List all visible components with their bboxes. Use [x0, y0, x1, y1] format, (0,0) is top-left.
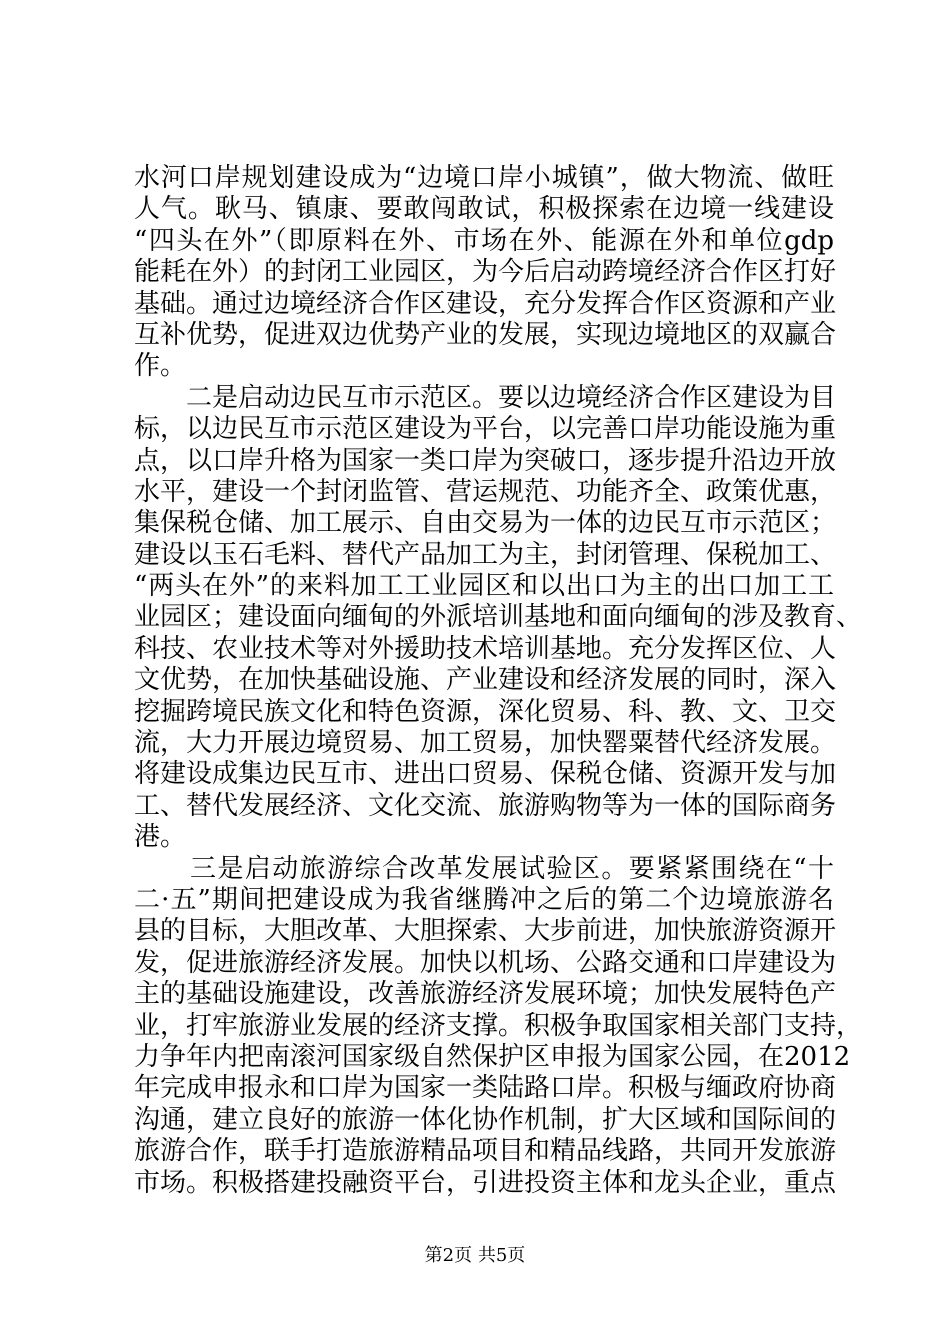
text-line: 发，促进旅游经济发展。加快以机场、公路交通和口岸建设为: [134, 947, 837, 978]
text-line: “两头在外”的来料加工工业园区和以出口为主的出口加工工: [134, 571, 834, 602]
text-line: 水平，建设一个封闭监管、营运规范、功能齐全、政策优惠，: [134, 476, 837, 507]
text-line: 旅游合作，联手打造旅游精品项目和精品线路，共同开发旅游: [134, 1136, 837, 1167]
text-line: 业，打牢旅游业发展的经济支撑。积极争取国家相关部门支持，: [134, 1010, 863, 1041]
text-line: 水河口岸规划建设成为“边境口岸小城镇”，做大物流、做旺: [134, 163, 834, 193]
text-line: 主的基础设施建设，改善旅游经济发展环境；加快发展特色产: [134, 979, 837, 1010]
text-line: “四头在外”（即原料在外、市场在外、能源在外和单位gdp: [134, 225, 834, 256]
text-line: 业园区；建设面向缅甸的外派培训基地和面向缅甸的涉及教育、: [134, 602, 863, 633]
text-line: 科技、农业技术等对外援助技术培训基地。充分发挥区位、人: [134, 633, 837, 664]
text-line: 能耗在外）的封闭工业园区，为今后启动跨境经济合作区打好: [134, 257, 837, 288]
text-line: 市场。积极搭建投融资平台，引进投资主体和龙头企业，重点: [134, 1167, 837, 1198]
text-line: 基础。通过边境经济合作区建设，充分发挥合作区资源和产业: [134, 288, 837, 319]
text-line: 工、替代发展经济、文化交流、旅游购物等为一体的国际商务: [134, 790, 837, 821]
page-number-label: 第2页 共5页: [424, 1245, 526, 1266]
text-line: 二·五”期间把建设成为我省继腾冲之后的第二个边境旅游名: [134, 884, 834, 915]
text-line: 挖掘跨境民族文化和特色资源，深化贸易、科、教、文、卫交: [134, 696, 837, 727]
text-line: 互补优势，促进双边优势产业的发展，实现边境地区的双赢合: [134, 319, 837, 350]
text-line: 将建设成集边民互市、进出口贸易、保税仓储、资源开发与加: [134, 759, 837, 790]
paragraph-start-line: 二是启动边民互市示范区。要以边境经济合作区建设为目: [186, 382, 837, 413]
text-line: 人气。耿马、镇康、要敢闯敢试，积极探索在边境一线建设: [134, 194, 834, 225]
text-line: 文优势，在加快基础设施、产业建设和经济发展的同时，深入: [134, 665, 837, 696]
page-footer: [0, 1244, 950, 1268]
text-line: 集保税仓储、加工展示、自由交易为一体的边民互市示范区；: [134, 508, 837, 539]
text-line: 作。: [134, 351, 187, 382]
text-line: 建设以玉石毛料、替代产品加工为主，封闭管理、保税加工、: [134, 539, 837, 570]
text-line: 港。: [134, 822, 187, 853]
text-line: 沟通，建立良好的旅游一体化协作机制，扩大区域和国际间的: [134, 1104, 837, 1135]
text-line: 标，以边民互市示范区建设为平台，以完善口岸功能设施为重: [134, 414, 837, 445]
text-line: 县的目标，大胆改革、大胆探索、大步前进，加快旅游资源开: [134, 916, 837, 947]
text-line: 流，大力开展边境贸易、加工贸易，加快罂粟替代经济发展。: [134, 728, 837, 759]
text-line: 点，以口岸升格为国家一类口岸为突破口，逐步提升沿边开放: [134, 445, 837, 476]
text-line: 力争年内把南滚河国家级自然保护区申报为国家公园，在2012: [134, 1041, 851, 1072]
text-line: 年完成申报永和口岸为国家一类陆路口岸。积极与缅政府协商: [134, 1073, 837, 1104]
body-text: [134, 163, 863, 1199]
paragraph-start-line: 三是启动旅游综合改革发展试验区。要紧紧围绕在“十: [190, 853, 834, 884]
